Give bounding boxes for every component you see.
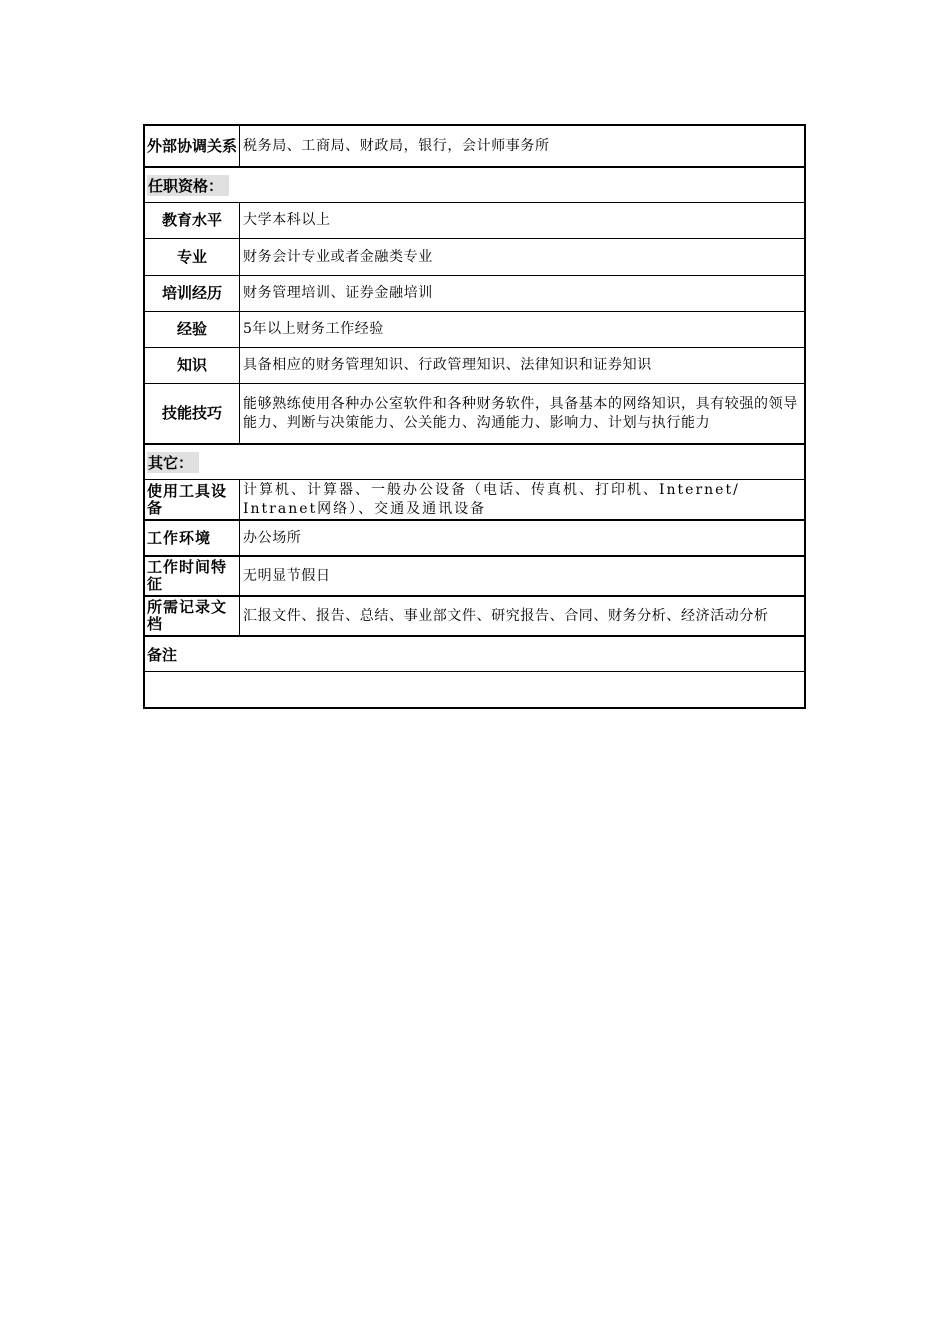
job-description-table xyxy=(143,124,806,709)
row-training xyxy=(145,275,804,311)
value-external-coordination: 税务局、工商局、财政局，银行，会计师事务所 xyxy=(243,137,550,154)
label-education: 教育水平 xyxy=(145,203,240,238)
label-work-time: 工作时间特征 xyxy=(145,557,240,595)
value-work-time: 无明显节假日 xyxy=(243,567,331,584)
value-skills: 能够熟练使用各种办公室软件和各种财务软件，具备基本的网络知识，具有较强的领导能力、判断与决策能力、公关能力、沟通能力、影响力、计划与执行能力 xyxy=(243,395,798,431)
row-environment xyxy=(145,519,804,555)
label-external-coordination: 外部协调关系 xyxy=(145,126,240,166)
row-external-coordination xyxy=(145,126,804,166)
value-records: 汇报文件、报告、总结、事业部文件、研究报告、合同、财务分析、经济活动分析 xyxy=(243,607,769,624)
label-training: 培训经历 xyxy=(145,276,240,311)
section-other xyxy=(145,443,804,479)
label-knowledge: 知识 xyxy=(145,348,240,383)
section-qualifications xyxy=(145,166,804,202)
label-major: 专业 xyxy=(145,239,240,275)
row-tools xyxy=(145,479,804,519)
value-major: 财务会计专业或者金融类专业 xyxy=(243,248,433,265)
label-skills: 技能技巧 xyxy=(145,384,240,443)
row-skills xyxy=(145,383,804,443)
row-experience xyxy=(145,311,804,347)
value-environment: 办公场所 xyxy=(243,529,302,546)
row-knowledge xyxy=(145,347,804,383)
section-other-title: 其它： xyxy=(147,452,199,473)
value-experience: 5年以上财务工作经验 xyxy=(243,321,384,337)
label-tools: 使用工具设备 xyxy=(145,480,240,519)
value-education: 大学本科以上 xyxy=(243,212,331,228)
remarks-content xyxy=(145,671,804,707)
label-records: 所需记录文档 xyxy=(145,597,240,635)
value-tools: 计算机、计算器、一般办公设备（电话、传真机、打印机、Internet/ Intranet网络）、交通及通讯设备 xyxy=(243,481,740,517)
value-training: 财务管理培训、证券金融培训 xyxy=(243,285,433,301)
label-experience: 经验 xyxy=(145,312,240,347)
section-qualifications-title: 任职资格： xyxy=(147,175,229,196)
row-work-time xyxy=(145,555,804,595)
row-major xyxy=(145,238,804,275)
section-remarks xyxy=(145,635,804,671)
value-knowledge: 具备相应的财务管理知识、行政管理知识、法律知识和证券知识 xyxy=(243,357,652,373)
row-education xyxy=(145,202,804,238)
row-records xyxy=(145,595,804,635)
section-remarks-title: 备注 xyxy=(147,645,178,664)
label-environment: 工作环境 xyxy=(145,521,240,555)
